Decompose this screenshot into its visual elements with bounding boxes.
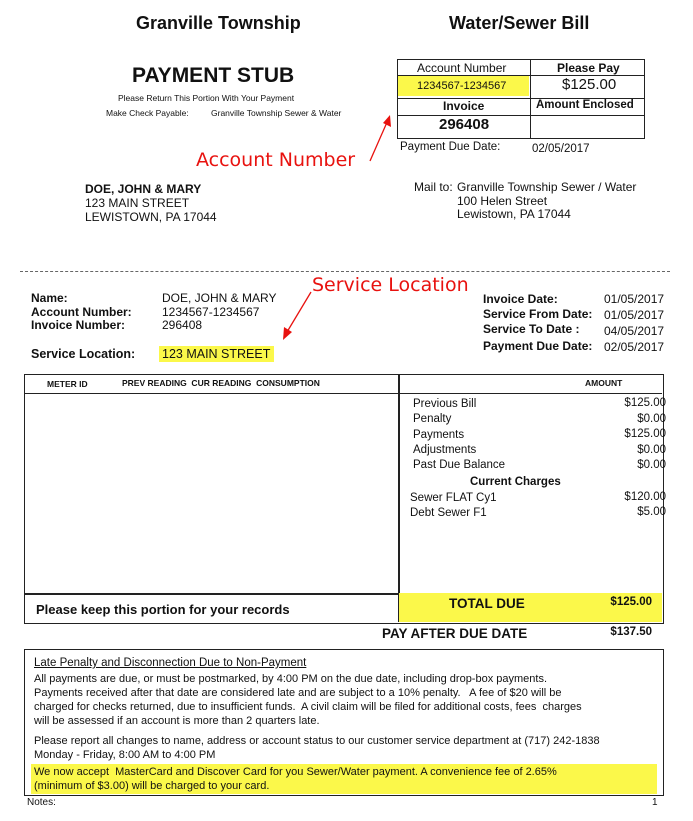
payee: Granville Township Sewer & Water: [211, 108, 342, 118]
pay-after-label: PAY AFTER DUE DATE: [382, 626, 528, 641]
charge-label: Adjustments: [413, 444, 477, 456]
invoice-date: 01/05/2017: [604, 292, 665, 306]
service-from-date: 01/05/2017: [604, 308, 665, 322]
mail-to-line1: Granville Township Sewer / Water: [457, 180, 637, 194]
mail-to-line3: Lewistown, PA 17044: [457, 207, 571, 221]
account-number-header: Account Number: [417, 61, 507, 75]
due-date: 02/05/2017: [604, 340, 665, 354]
page-number: 1: [652, 797, 658, 808]
charge-label: Payments: [413, 429, 465, 441]
notice-heading: Late Penalty and Disconnection Due to Non-Payment: [34, 657, 307, 669]
service-location-value: 123 MAIN STREET: [159, 346, 274, 362]
total-due-amount: $125.00: [610, 596, 652, 608]
current-charges-header: Current Charges: [470, 476, 561, 488]
stub-account-number-value: 1234567-1234567: [417, 80, 507, 92]
pay-after-amount: $137.50: [610, 626, 652, 638]
charge-label: Past Due Balance: [413, 459, 506, 471]
bill-invoice: 296408: [162, 318, 203, 332]
make-check-label: Make Check Payable:: [106, 108, 189, 118]
bill-title: Water/Sewer Bill: [449, 13, 590, 33]
return-note: Please Return This Portion With Your Payment: [118, 93, 295, 103]
amount-enclosed-header: Amount Enclosed: [536, 99, 634, 111]
amount-header: AMOUNT: [585, 378, 623, 388]
customer-street: 123 MAIN STREET: [85, 196, 190, 210]
stub-due-date: 02/05/2017: [532, 143, 590, 155]
service-location-annotation: Service Location: [312, 274, 469, 296]
customer-city: LEWISTOWN, PA 17044: [85, 210, 217, 224]
mail-to-line2: 100 Helen Street: [457, 194, 548, 208]
notice-para1-line: All payments are due, or must be postmarked, by 4:00 PM on the due date, including drop-box payments.: [34, 673, 548, 685]
service-to-date: 04/05/2017: [604, 324, 665, 338]
invoice-label: Invoice Number:: [31, 318, 126, 332]
charge-label: Penalty: [413, 413, 452, 425]
bill-name: DOE, JOHN & MARY: [162, 291, 277, 305]
notes-label: Notes:: [27, 797, 56, 808]
charge-amount: $0.00: [637, 444, 666, 456]
notice-para1-line: Payments received after that date are considered late and are subject to a 10% penalty. A fee of $20 will be: [34, 687, 562, 699]
due-date-label: Payment Due Date:: [483, 339, 593, 353]
card-note-line: We now accept MasterCard and Discover Card for you Sewer/Water payment. A convenience fee of 2.65%: [34, 766, 557, 778]
please-pay-amount: $125.00: [562, 76, 617, 93]
name-label: Name:: [31, 291, 68, 305]
service-arrow-icon: [278, 288, 314, 344]
stub-invoice-number: 296408: [439, 116, 490, 133]
card-note-line: (minimum of $3.00) will be charged to your card.: [34, 780, 270, 792]
tear-line: [20, 271, 670, 272]
charges-table: [24, 374, 664, 624]
total-due-label: TOTAL DUE: [449, 596, 525, 611]
keep-portion-note: Please keep this portion for your records: [36, 602, 290, 617]
account-number-annotation: Account Number: [196, 149, 356, 171]
charge-amount: $0.00: [637, 413, 666, 425]
account-label: Account Number:: [31, 305, 132, 319]
invoice-date-label: Invoice Date:: [483, 292, 558, 306]
bill-account: 1234567-1234567: [162, 305, 260, 319]
account-arrow-icon: [366, 112, 396, 164]
current-charge-label: Sewer FLAT Cy1: [410, 492, 497, 504]
current-charge-label: Debt Sewer F1: [410, 507, 487, 519]
readings-header: PREV READING CUR READING CONSUMPTION: [122, 378, 320, 388]
township-name: Granville Township: [136, 13, 301, 33]
service-to-label: Service To Date :: [483, 322, 580, 336]
charge-amount: $125.00: [624, 428, 666, 440]
charge-label: Previous Bill: [413, 398, 477, 410]
customer-name: DOE, JOHN & MARY: [85, 182, 202, 196]
service-from-label: Service From Date:: [483, 307, 593, 321]
notice-para1-line: will be assessed if an account is more than 2 quarters late.: [34, 715, 320, 727]
please-pay-header: Please Pay: [557, 61, 620, 75]
meter-id-header: METER ID: [47, 379, 88, 389]
current-charge-amount: $5.00: [637, 506, 666, 518]
mail-to-label: Mail to:: [414, 180, 453, 194]
notice-para2-line: Please report all changes to name, address or account status to our customer service department at (717) 242-1838: [34, 735, 600, 747]
notice-para2-line: Monday - Friday, 8:00 AM to 4:00 PM: [34, 749, 216, 761]
charge-amount: $0.00: [637, 459, 666, 471]
payment-stub-title: PAYMENT STUB: [132, 64, 295, 87]
notice-para1-line: charged for checks returned, due to insufficient funds. A civil claim will be filed for additional costs, fees charges: [34, 701, 582, 713]
invoice-header: Invoice: [443, 99, 485, 113]
service-location-label: Service Location:: [31, 347, 136, 361]
stub-due-date-label: Payment Due Date:: [400, 141, 501, 153]
current-charge-amount: $120.00: [624, 491, 666, 503]
charge-amount: $125.00: [624, 397, 666, 409]
